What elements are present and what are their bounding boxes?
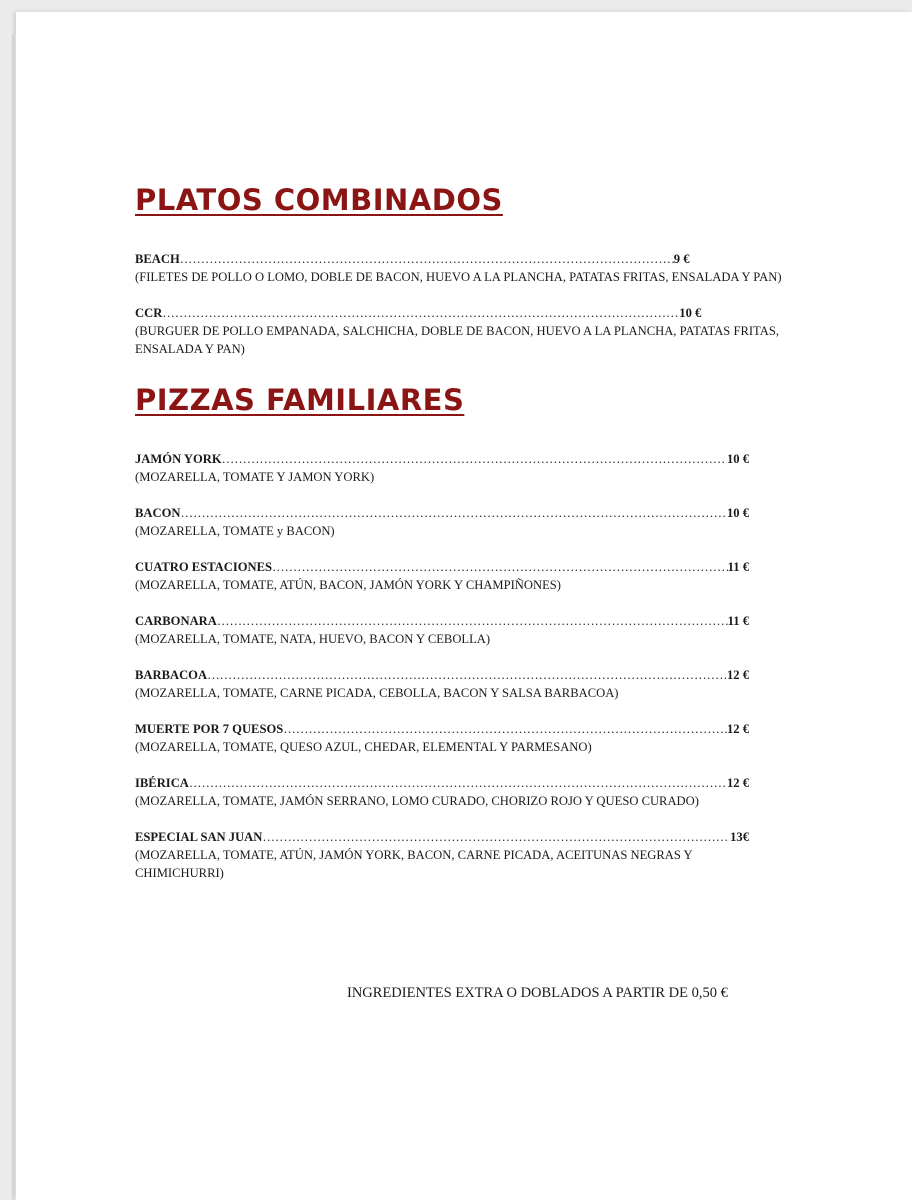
item-price: 10 €: [726, 452, 749, 466]
item-name: ESPECIAL SAN JUAN: [135, 830, 263, 844]
menu-item-especial-san-juan: [135, 828, 749, 882]
item-name: CARBONARA: [135, 614, 217, 628]
item-description: (MOZARELLA, TOMATE, CARNE PICADA, CEBOLLA, BACON Y SALSA BARBACOA): [135, 686, 619, 700]
item-name: MUERTE POR 7 QUESOS: [135, 722, 284, 736]
item-price: 12 €: [726, 776, 749, 790]
item-price: 12 €: [726, 668, 749, 682]
menu-item-iberica: [135, 774, 749, 810]
item-name: JAMÓN YORK: [135, 452, 222, 466]
item-description: (MOZARELLA, TOMATE, QUESO AZUL, CHEDAR, ELEMENTAL Y PARMESANO): [135, 740, 592, 754]
item-name: BACON: [135, 506, 181, 520]
item-price: 12 €: [726, 722, 749, 736]
item-description: (FILETES DE POLLO O LOMO, DOBLE DE BACON, HUEVO A LA PLANCHA, PATATAS FRITAS, ENSALADA Y PAN): [135, 270, 782, 284]
item-description: (MOZARELLA, TOMATE, NATA, HUEVO, BACON Y CEBOLLA): [135, 632, 491, 646]
item-name: CCR: [135, 306, 163, 320]
dot-leader: [222, 450, 727, 468]
item-price: 11 €: [727, 614, 749, 628]
item-description: (MOZARELLA, TOMATE, ATÚN, JAMÓN YORK, BACON, CARNE PICADA, ACEITUNAS NEGRAS Y CHIMICHURRI): [135, 848, 693, 880]
item-description: (MOZARELLA, TOMATE Y JAMON YORK): [135, 470, 375, 484]
menu-item-ccr: [135, 304, 835, 358]
item-name: CUATRO ESTACIONES: [135, 560, 273, 574]
item-price: 13€: [730, 830, 749, 844]
item-price: 11 €: [727, 560, 749, 574]
dot-leader: [189, 774, 727, 792]
item-price: 10 €: [679, 306, 702, 320]
item-name: BARBACOA: [135, 668, 208, 682]
dot-leader: [207, 666, 727, 684]
section-title-pizzas-familiares: PIZZAS FAMILIARES: [135, 383, 465, 417]
pizza-list: [135, 450, 749, 882]
item-price: 9 €: [673, 252, 690, 266]
menu-content: [135, 182, 835, 882]
dot-leader: [180, 250, 674, 268]
dot-leader: [217, 612, 728, 630]
menu-item-cuatro-estaciones: [135, 558, 749, 594]
item-description: (MOZARELLA, TOMATE y BACON): [135, 524, 335, 538]
menu-item-bacon: [135, 504, 749, 540]
menu-item-jamon-york: [135, 450, 749, 486]
item-name: BEACH: [135, 252, 180, 266]
dot-leader: [283, 720, 727, 738]
item-description: (BURGUER DE POLLO EMPANADA, SALCHICHA, DOBLE DE BACON, HUEVO A LA PLANCHA, PATATAS FRITAS, ENSALADA Y PAN): [135, 324, 779, 356]
item-price: 10 €: [726, 506, 749, 520]
item-description: (MOZARELLA, TOMATE, JAMÓN SERRANO, LOMO CURADO, CHORIZO ROJO Y QUESO CURADO): [135, 794, 699, 808]
dot-leader: [272, 558, 728, 576]
menu-page[interactable]: [16, 12, 912, 1200]
section-title-platos-combinados: PLATOS COMBINADOS: [135, 183, 503, 217]
menu-item-beach: [135, 250, 835, 286]
extra-ingredients-note: INGREDIENTES EXTRA O DOBLADOS A PARTIR DE 0,50 €: [347, 985, 728, 1001]
dot-leader: [162, 304, 679, 322]
item-name: IBÉRICA: [135, 776, 189, 790]
menu-item-muerte-por-7-quesos: [135, 720, 749, 756]
dot-leader: [262, 828, 730, 846]
menu-item-barbacoa: [135, 666, 749, 702]
dot-leader: [180, 504, 726, 522]
menu-item-carbonara: [135, 612, 749, 648]
item-description: (MOZARELLA, TOMATE, ATÚN, BACON, JAMÓN YORK Y CHAMPIÑONES): [135, 578, 561, 592]
